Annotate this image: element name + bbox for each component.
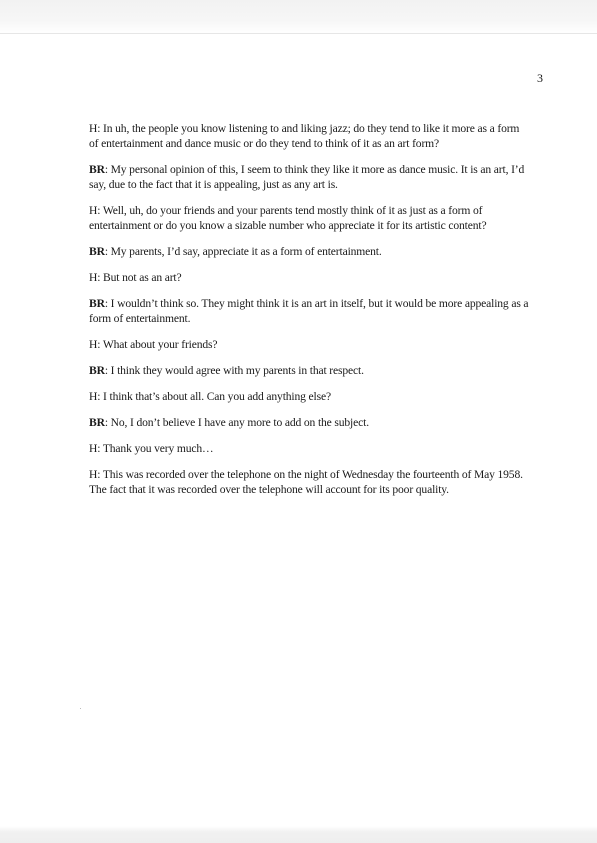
scan-top-edge-line [0,33,597,34]
utterance-text: : What about your friends? [97,338,218,351]
speaker-label: BR [89,245,105,258]
utterance-text: : My personal opinion of this, I seem to think they like it more as dance music. It is an art, I’d say, due to the fact that it is appealing, just as any art is. [89,163,525,191]
transcript-paragraph [89,337,529,352]
speaker-label: H [89,390,98,403]
transcript-paragraph [89,363,529,378]
transcript-paragraph [89,467,529,497]
page-number: 3 [537,71,543,85]
utterance-text: : My parents, I’d say, appreciate it as a form of entertainment. [104,245,382,258]
transcript-paragraph [89,244,529,259]
transcript-paragraph [89,162,529,192]
speaker-label: H [89,468,98,481]
transcript-paragraph [89,389,529,404]
speaker-label: BR [89,364,105,377]
scan-bottom-shadow [0,826,597,843]
speaker-label: H [89,442,98,455]
utterance-text: : But not as an art? [97,271,182,284]
transcript-paragraph [89,121,529,151]
transcript-paragraph [89,441,529,456]
utterance-text: : I wouldn’t think so. They might think it is an art in itself, but it would be more appealing as a form of entertainment. [89,297,529,325]
transcript-paragraph [89,270,529,285]
speaker-label: BR [89,163,105,176]
speaker-label: BR [89,297,105,310]
transcript-paragraph [89,203,529,233]
scan-speck [80,708,81,709]
utterance-text: : No, I don’t believe I have any more to add on the subject. [104,416,369,429]
utterance-text: : This was recorded over the telephone on the night of Wednesday the fourteenth of May 1958. The fact that it was recorded over the telephone will account for its poor quality. [89,468,523,496]
utterance-text: : Well, uh, do your friends and your parents tend mostly think of it as just as a form of entertainment or do you know a sizable number who appreciate it for its artistic content? [89,204,487,232]
speaker-label: H [89,338,98,351]
utterance-text: : In uh, the people you know listening to and liking jazz; do they tend to like it more as a form of entertainment and dance music or do they tend to think of it as an art form? [89,122,520,150]
speaker-label: BR [89,416,105,429]
utterance-text: : I think that’s about all. Can you add anything else? [97,390,331,403]
transcript-paragraph [89,296,529,326]
speaker-label: H [89,271,98,284]
transcript-paragraph [89,415,529,430]
speaker-label: H [89,122,98,135]
scan-top-shadow [0,0,597,34]
interview-transcript [89,121,529,508]
utterance-text: : Thank you very much… [97,442,214,455]
utterance-text: : I think they would agree with my parents in that respect. [104,364,364,377]
speaker-label: H [89,204,98,217]
